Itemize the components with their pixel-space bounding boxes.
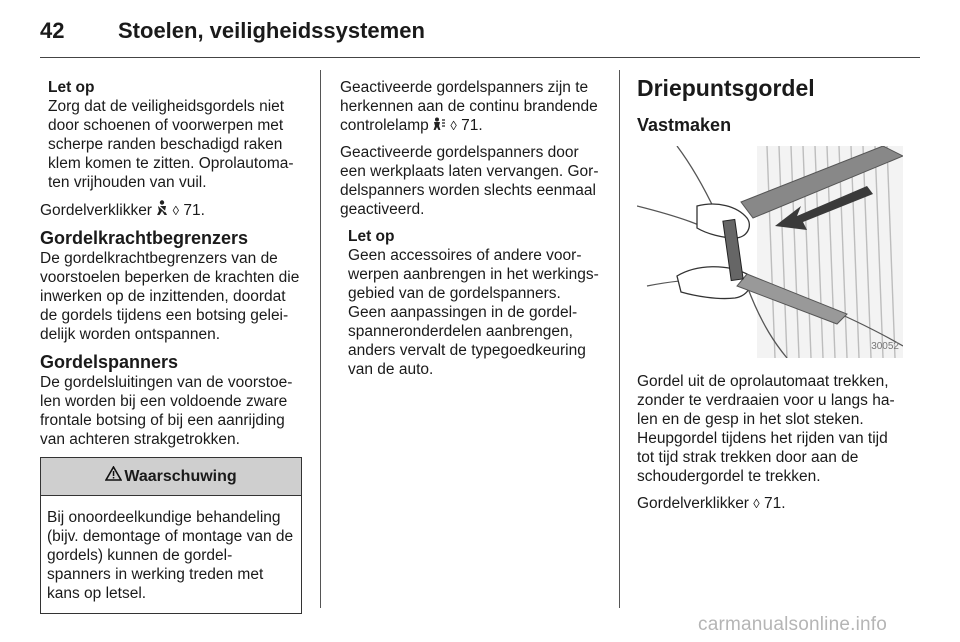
warning-triangle-icon (105, 458, 122, 496)
fastening-subtitle: Vastmaken (637, 115, 732, 135)
section-text-pretensioners: De gordelsluitingen van de voorstoe-len worden bij een voldoende zware frontale botsing of bij een aanrijding van achteren strakgetrokken. (40, 374, 293, 448)
warning-box (40, 457, 302, 614)
page-number: 42 (40, 18, 65, 43)
warning-title: Waarschuwing (124, 468, 237, 485)
reference-arrow-icon: ◊ (450, 118, 457, 133)
three-point-belt-title: Driepuntsgordel (637, 75, 815, 101)
note-title: Let op (48, 79, 95, 96)
belt-tensioner-lamp-icon (433, 116, 446, 135)
watermark: carmanualsonline.info (698, 614, 888, 635)
section-text-force-limiters: De gordelkrachtbegrenzers van de voorstoelen beperken de krachten die inwerken op de inzittenden, doordat de gordels tijdens een botsing gelei-delijk worden ontspannen. (40, 250, 300, 343)
warning-header (41, 458, 301, 496)
section-title-pretensioners: Gordelspanners (40, 352, 179, 372)
column-3 (637, 75, 903, 521)
seatbelt-person-icon (156, 200, 168, 220)
page-header (40, 18, 920, 58)
header-rule (40, 57, 920, 58)
seatbelt-fastening-illustration (637, 146, 903, 358)
reference-arrow-icon: ◊ (753, 496, 760, 511)
note-text: Zorg dat de veiligheidsgordels niet door schoenen of voorwerpen met scherpe randen beschadigd raken klem komen te zitten. Oprolautoma-ten vrijhouden van vuil. (48, 98, 294, 191)
fastening-instructions: Gordel uit de oprolautomaat trekken, zonder te verdraaien voor u langs ha-len en de gesp in het slot steken. Heupgordel tijdens het rijden van tijd tot tijd strak trekken door aan de schoudergordel te trekken. (637, 373, 895, 485)
activated-tensioner-para: Geactiveerde gordelspanners zijn te herkennen aan de continu brandende controlelamp ◊ 71. (340, 79, 598, 134)
warning-text: Bij onoordeelkundige behandeling (bijv. demontage of montage van de gordels) kunnen de gordel-spanners in werking treden met kans op letsel. (47, 509, 294, 602)
column-divider-2 (619, 70, 620, 608)
figure-code: 30052 (871, 341, 899, 352)
belt-reminder-line: Gordelverklikker ◊ 71. (40, 202, 205, 219)
note-text: Geen accessoires of andere voor-werpen aanbrengen in het werkings-gebied van de gordelspanners. Geen aanpassingen in de gordel-spanneronderdelen aanbrengen, anders vervalt de typegoedkeuring van de auto. (348, 247, 599, 378)
page-title: Stoelen, veiligheidssystemen (118, 18, 425, 43)
reference-arrow-icon: ◊ (172, 203, 180, 218)
column-divider-1 (320, 70, 321, 608)
note-title: Let op (348, 228, 395, 245)
section-title-force-limiters: Gordelkrachtbegrenzers (40, 228, 249, 248)
column-1 (40, 78, 302, 614)
note-box (40, 78, 302, 192)
note-box (340, 227, 603, 379)
replace-tensioner-para: Geactiveerde gordelspanners door een werkplaats laten vervangen. Gor-delspanners worden slechts eenmaal geactiveerd. (340, 144, 599, 218)
belt-reminder-line: Gordelverklikker ◊ 71. (637, 495, 786, 512)
column-2 (340, 78, 603, 387)
